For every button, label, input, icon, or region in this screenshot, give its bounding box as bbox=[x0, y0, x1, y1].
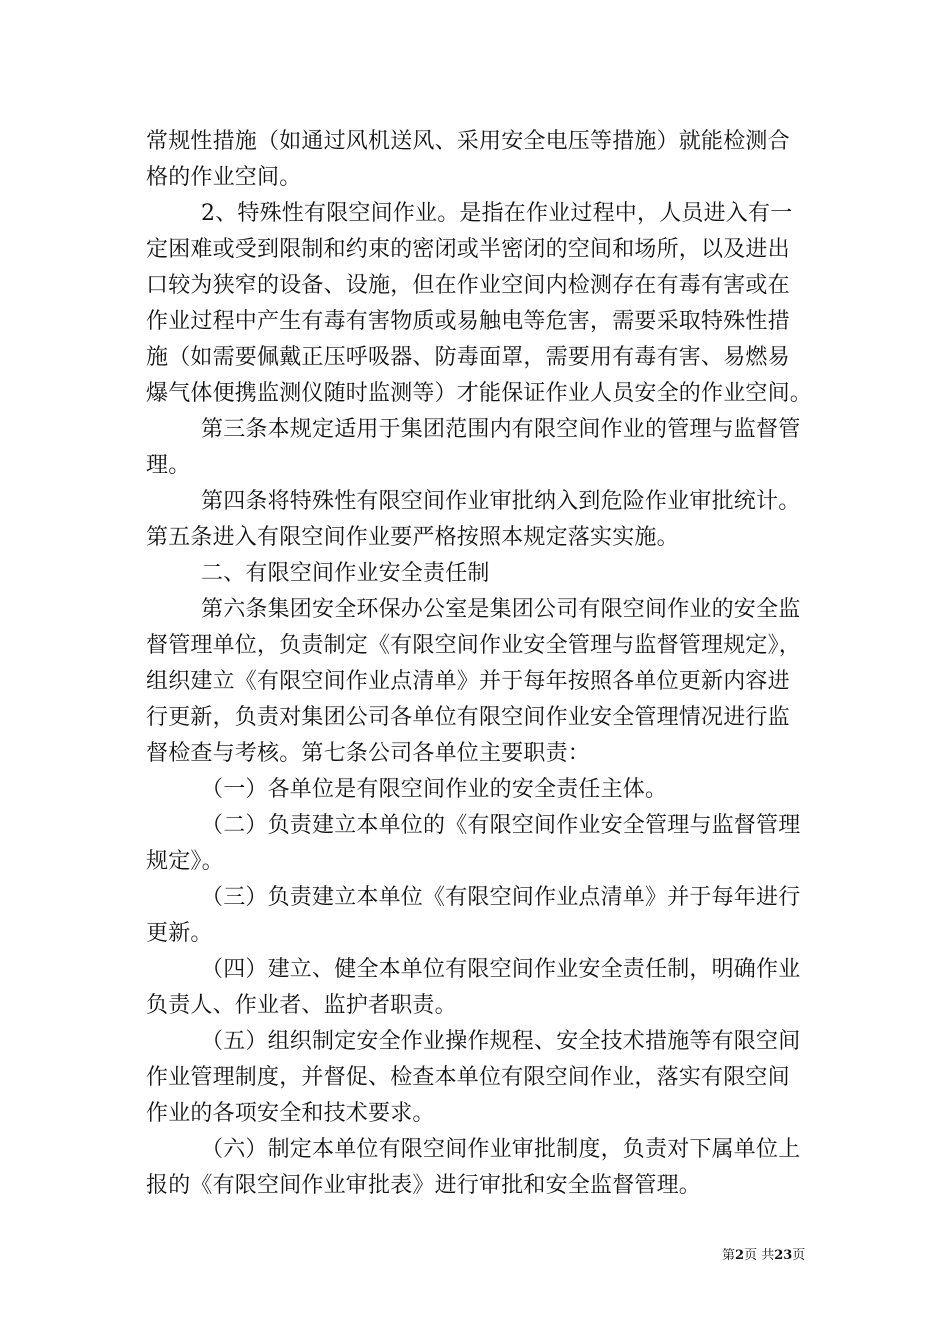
body-text-line: 组织建立《有限空间作业点清单》并于每年按照各单位更新内容进 bbox=[146, 669, 790, 694]
footer-middle: 页 共 bbox=[744, 1248, 775, 1263]
body-text-line: 第四条将特殊性有限空间作业审批纳入到危险作业审批统计。 bbox=[201, 489, 801, 514]
current-page-number: 2 bbox=[735, 1248, 745, 1263]
list-item: （四）建立、健全本单位有限空间作业安全责任制，明确作业 bbox=[201, 957, 801, 982]
body-text-line: 定困难或受到限制和约束的密闭或半密闭的空间和场所，以及进出 bbox=[146, 237, 790, 262]
total-pages-number: 23 bbox=[774, 1248, 793, 1263]
list-item: （六）制定本单位有限空间作业审批制度，负责对下属单位上 bbox=[201, 1137, 801, 1162]
body-text-line: 理。 bbox=[146, 453, 191, 478]
body-text-line: 施（如需要佩戴正压呼吸器、防毒面罩，需要用有毒有害、易燃易 bbox=[146, 345, 790, 370]
body-text-line: 报的《有限空间作业审批表》进行审批和安全监督管理。 bbox=[146, 1173, 702, 1198]
body-text-line: 负责人、作业者、监护者职责。 bbox=[146, 993, 457, 1018]
list-item: （二）负责建立本单位的《有限空间作业安全管理与监督管理 bbox=[201, 813, 801, 838]
body-text-line: 口较为狭窄的设备、设施，但在作业空间内检测存在有毒有害或在 bbox=[146, 273, 790, 298]
body-text-line: 爆气体便携监测仪随时监测等）才能保证作业人员安全的作业空间。 bbox=[146, 381, 813, 406]
section-heading: 二、有限空间作业安全责任制 bbox=[201, 561, 490, 586]
footer-suffix: 页 bbox=[792, 1248, 806, 1263]
body-text-line: 常规性措施（如通过风机送风、采用安全电压等措施）就能检测合 bbox=[146, 129, 790, 154]
body-text-line: 2、特殊性有限空间作业。是指在作业过程中，人员进入有一 bbox=[201, 201, 793, 226]
body-text-line: 格的作业空间。 bbox=[146, 165, 302, 190]
body-text-line: 第六条集团安全环保办公室是集团公司有限空间作业的安全监 bbox=[201, 597, 801, 622]
body-text-line: 作业的各项安全和技术要求。 bbox=[146, 1101, 435, 1126]
body-text-line: 督管理单位，负责制定《有限空间作业安全管理与监督管理规定》， bbox=[146, 633, 802, 658]
body-text-line: 第五条进入有限空间作业要严格按照本规定落实实施。 bbox=[146, 525, 679, 550]
list-item: （三）负责建立本单位《有限空间作业点清单》并于每年进行 bbox=[201, 885, 801, 910]
body-text-line: 督检查与考核。第七条公司各单位主要职责： bbox=[146, 741, 591, 766]
body-text-line: 行更新，负责对集团公司各单位有限空间作业安全管理情况进行监 bbox=[146, 705, 790, 730]
list-item: （一）各单位是有限空间作业的安全责任主体。 bbox=[201, 777, 668, 802]
page-footer bbox=[722, 1247, 805, 1265]
body-text-line: 作业过程中产生有毒有害物质或易触电等危害，需要采取特殊性措 bbox=[146, 309, 790, 334]
list-item: （五）组织制定安全作业操作规程、安全技术措施等有限空间 bbox=[201, 1029, 801, 1054]
body-text-line: 更新。 bbox=[146, 921, 213, 946]
body-text-line: 第三条本规定适用于集团范围内有限空间作业的管理与监督管 bbox=[201, 417, 801, 442]
footer-prefix: 第 bbox=[722, 1248, 736, 1263]
body-text-line: 规定》。 bbox=[146, 849, 224, 874]
body-text-line: 作业管理制度，并督促、检查本单位有限空间作业，落实有限空间 bbox=[146, 1065, 790, 1090]
